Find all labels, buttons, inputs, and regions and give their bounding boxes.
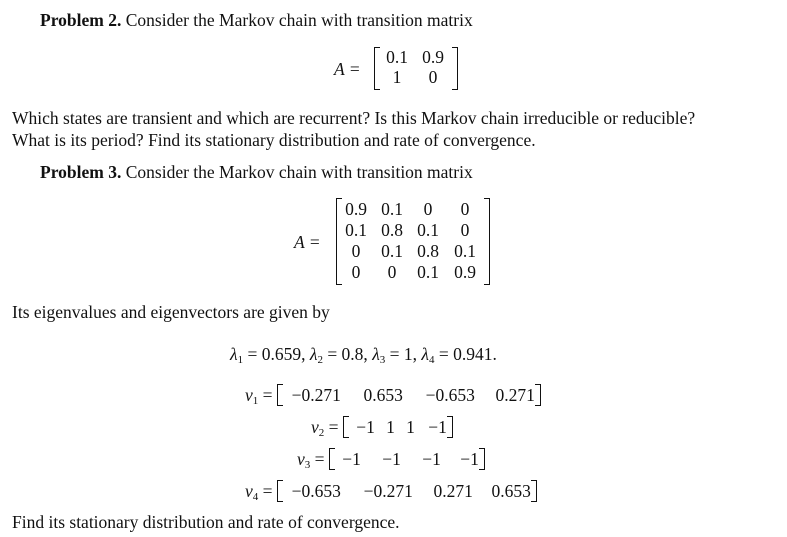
problem-3-statement [40, 164, 473, 182]
eigenvalue: $\lambda_4 = 0.941$. [421, 344, 497, 366]
problem-2-matrix-label: A = [334, 59, 361, 79]
eigenvector-v2: $v_2 = -1$ 1 1 −1 [311, 416, 453, 439]
matrix-cell: 0.1 [381, 241, 403, 261]
matrix-cell: 0.9 [345, 199, 367, 219]
problem-2-question-line-2: What is its period? Find its stationary distribution and rate of convergence. [12, 130, 536, 150]
matrix-cell: 0 [351, 241, 361, 261]
right-bracket [535, 384, 541, 406]
problem-3-matrix [336, 198, 490, 286]
matrix-cell: 0 [387, 262, 397, 282]
right-bracket [479, 448, 485, 470]
matrix-cell: 0.8 [417, 241, 439, 261]
matrix-cell: 0.9 [454, 262, 476, 282]
problem-2-matrix [374, 47, 458, 91]
eigenvalue: $\lambda_3 = 1$, [372, 344, 418, 366]
matrix-cell: 1 [392, 67, 402, 87]
matrix-cell: 0 [460, 199, 470, 219]
right-bracket [452, 47, 458, 90]
eigenvalue: $\lambda_2 = 0.8$, [309, 344, 368, 366]
eigenvector-v4: $v_4 = -0.653 -0.271$ 0.271 0.653 [245, 480, 537, 503]
matrix-cell: 0.1 [417, 220, 439, 240]
closing-question: Find its stationary distribution and rate of convergence. [12, 512, 400, 532]
matrix-cell: 0.1 [345, 220, 367, 240]
right-bracket [447, 416, 453, 438]
matrix-cell: 0 [351, 262, 361, 282]
matrix-cell: 0 [423, 199, 433, 219]
matrix-cell: 0.8 [381, 220, 403, 240]
eigen-intro: Its eigenvalues and eigenvectors are given by [12, 302, 330, 322]
matrix-cell: 0.1 [454, 241, 476, 261]
eigenvalues-line [230, 346, 497, 366]
eigenvector-v3: $v_3 = -1 -1 -1 -1$ [297, 448, 485, 471]
matrix-cell: 0.1 [386, 47, 408, 67]
right-bracket [531, 480, 537, 502]
matrix-cell: 0.9 [422, 47, 444, 67]
problem-2-statement [40, 12, 473, 30]
problem-3-heading: Problem 3. [40, 162, 122, 182]
eigenvector-v1: $v_1 = -0.271$ 0.653 −0.653 0.271 [245, 384, 541, 407]
problem-2-heading: Problem 2. [40, 10, 122, 30]
matrix-cell: 0 [460, 220, 470, 240]
matrix-cell: 0.1 [381, 199, 403, 219]
eigenvalue: $\lambda_1 = 0.659$, [230, 344, 306, 366]
right-bracket [484, 198, 490, 285]
problem-2-intro: Consider the Markov chain with transition matrix [125, 10, 473, 30]
matrix-cell: 0 [428, 67, 438, 87]
problem-3-matrix-label: A = [294, 232, 321, 252]
matrix-cell: 0.1 [417, 262, 439, 282]
problem-3-intro: Consider the Markov chain with transition matrix [125, 162, 473, 182]
problem-2-question-line-1: Which states are transient and which are recurrent? Is this Markov chain irreducible or reducible? [12, 108, 696, 128]
